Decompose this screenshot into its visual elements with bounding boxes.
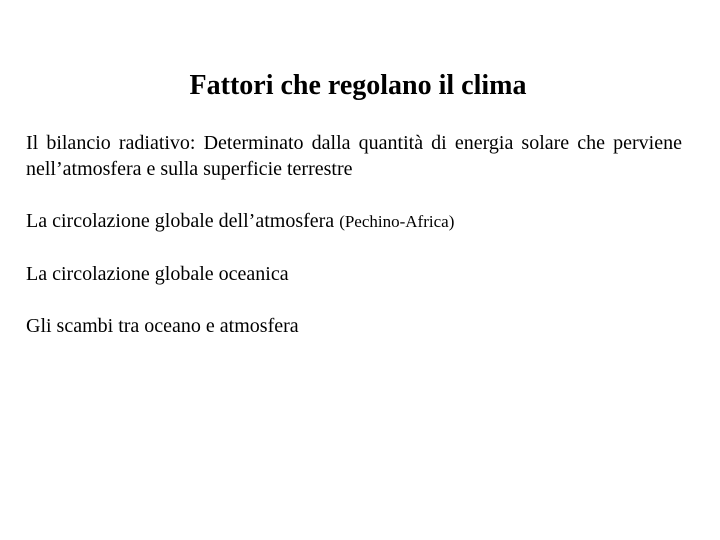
paragraph-note: (Pechino-Africa) (339, 212, 455, 231)
paragraph-text: Il bilancio radiativo: Determinato dalla quantità di energia solare che perviene nell’atmosfera e sulla superficie terrestre (26, 132, 682, 180)
paragraph-text: La circolazione globale dell’atmosfera (26, 210, 340, 232)
paragraph-text: La circolazione globale oceanica (26, 263, 289, 285)
paragraph-radiative-balance (26, 130, 682, 182)
slide-body (26, 130, 682, 365)
paragraph-ocean-circulation (26, 261, 682, 287)
paragraph-ocean-atmosphere-exchange (26, 313, 682, 339)
slide-title: Fattori che regolano il clima (189, 70, 527, 101)
paragraph-atmospheric-circulation (26, 208, 682, 235)
paragraph-text: Gli scambi tra oceano e atmosfera (26, 315, 299, 337)
